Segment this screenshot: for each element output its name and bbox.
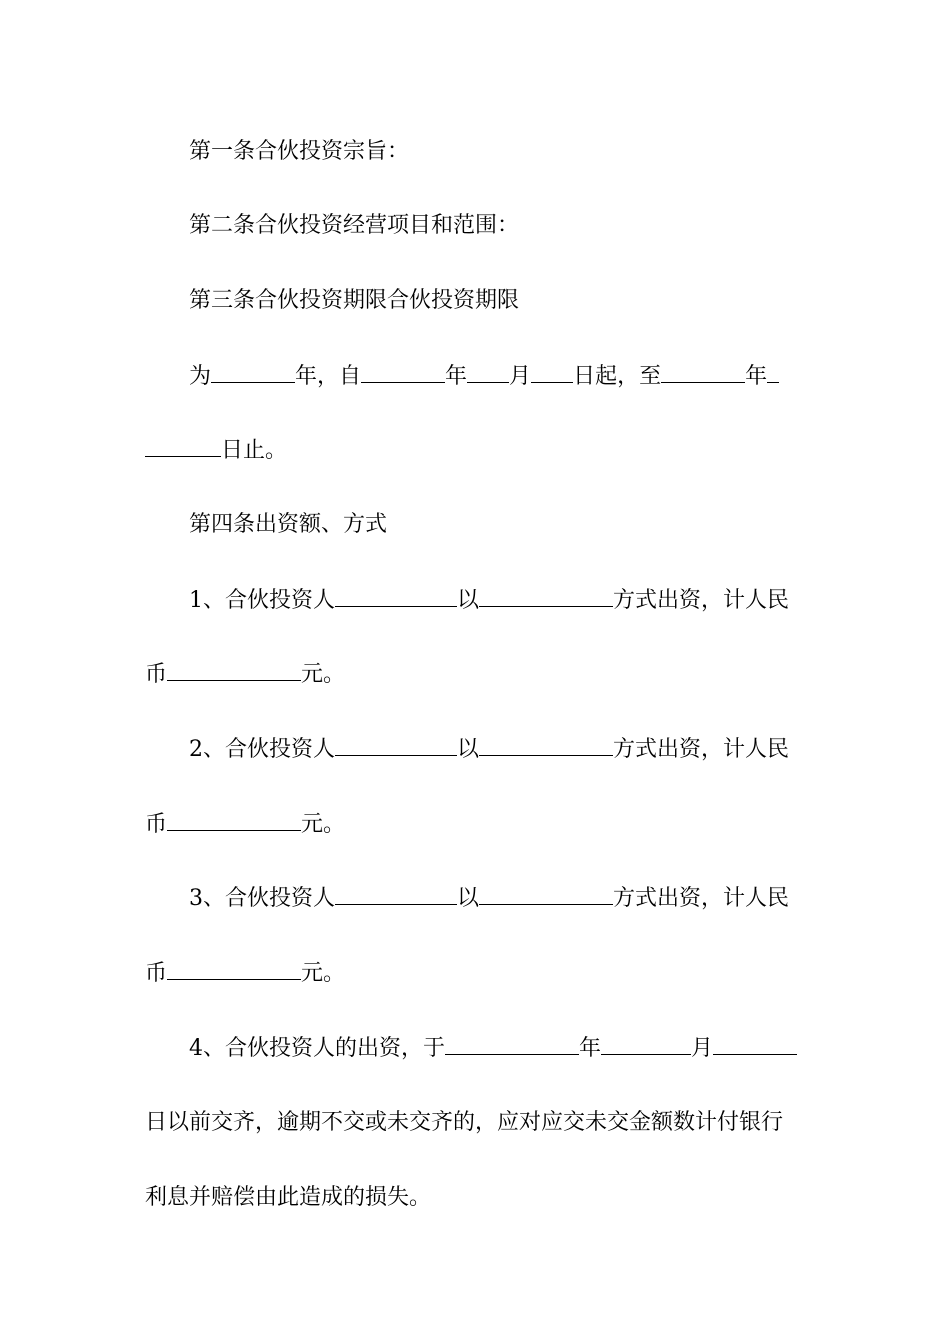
term-text-1: 为 xyxy=(189,364,212,389)
term-line-2 xyxy=(145,436,805,465)
item-4-year-blank xyxy=(445,1034,579,1055)
article-3: 第三条合伙投资期限合伙投资期限 xyxy=(189,288,520,313)
term-line-1 xyxy=(145,362,849,391)
contribution-2-unit: 元。 xyxy=(301,812,346,837)
contribution-2-by: 以 xyxy=(457,737,480,762)
term-text-5: 日起，至 xyxy=(573,364,662,389)
contribution-1 xyxy=(145,586,849,615)
contribution-2-amount xyxy=(145,810,805,839)
contribution-3 xyxy=(145,884,849,913)
item-4-text-a: 4、合伙投资人的出资，于 xyxy=(189,1036,445,1061)
contribution-1-by: 以 xyxy=(457,588,480,613)
item-4-text-b: 年 xyxy=(579,1036,602,1061)
contribution-3-amount-blank xyxy=(167,959,301,980)
contribution-3-mode-blank xyxy=(479,884,613,905)
contribution-3-by: 以 xyxy=(457,886,480,911)
contribution-1-mode: 方式出资，计人民 xyxy=(613,588,790,613)
contribution-1-mode-blank xyxy=(479,586,613,607)
article-1: 第一条合伙投资宗旨： xyxy=(189,139,410,164)
contribution-1-amount xyxy=(145,660,805,689)
contribution-3-currency: 币 xyxy=(145,961,168,986)
term-text-4: 月 xyxy=(509,364,532,389)
contribution-3-unit: 元。 xyxy=(301,961,346,986)
term-text-7: 日止。 xyxy=(221,438,288,463)
start-month-blank xyxy=(467,362,509,383)
contribution-1-amount-blank xyxy=(167,660,301,681)
end-day-blank xyxy=(145,436,221,457)
item-4-day-blank xyxy=(713,1034,797,1055)
contribution-1-name-blank xyxy=(335,586,457,607)
contribution-2-mode: 方式出资，计人民 xyxy=(613,737,790,762)
contribution-1-currency: 币 xyxy=(145,662,168,687)
contribution-2-name-blank xyxy=(335,735,457,756)
contribution-1-unit: 元。 xyxy=(301,662,346,687)
article-2: 第二条合伙投资经营项目和范围： xyxy=(189,213,520,238)
contribution-3-partner: 3、合伙投资人 xyxy=(189,886,335,911)
item-4-line-1 xyxy=(145,1034,849,1063)
term-text-2: 年，自 xyxy=(295,364,362,389)
contribution-3-mode: 方式出资，计人民 xyxy=(613,886,790,911)
item-4-line-3: 利息并赔偿由此造成的损失。 xyxy=(145,1185,432,1210)
contribution-3-amount xyxy=(145,959,805,988)
item-4-text-c: 月 xyxy=(691,1036,714,1061)
article-4: 第四条出资额、方式 xyxy=(189,512,388,537)
contribution-3-name-blank xyxy=(335,884,457,905)
item-4-line-2: 日以前交齐，逾期不交或未交齐的，应对应交未交金额数计付银行 xyxy=(145,1110,784,1135)
end-year-blank xyxy=(661,362,745,383)
start-year-blank xyxy=(361,362,445,383)
start-day-blank xyxy=(531,362,573,383)
contribution-2 xyxy=(145,735,849,764)
contribution-1-partner: 1、合伙投资人 xyxy=(189,588,335,613)
term-text-6: 年 xyxy=(745,364,768,389)
item-4-month-blank xyxy=(601,1034,691,1055)
term-years-blank xyxy=(211,362,295,383)
contribution-2-amount-blank xyxy=(167,810,301,831)
end-month-blank xyxy=(767,362,779,383)
term-text-3: 年 xyxy=(445,364,468,389)
contribution-2-partner: 2、合伙投资人 xyxy=(189,737,335,762)
contribution-2-mode-blank xyxy=(479,735,613,756)
contribution-2-currency: 币 xyxy=(145,812,168,837)
